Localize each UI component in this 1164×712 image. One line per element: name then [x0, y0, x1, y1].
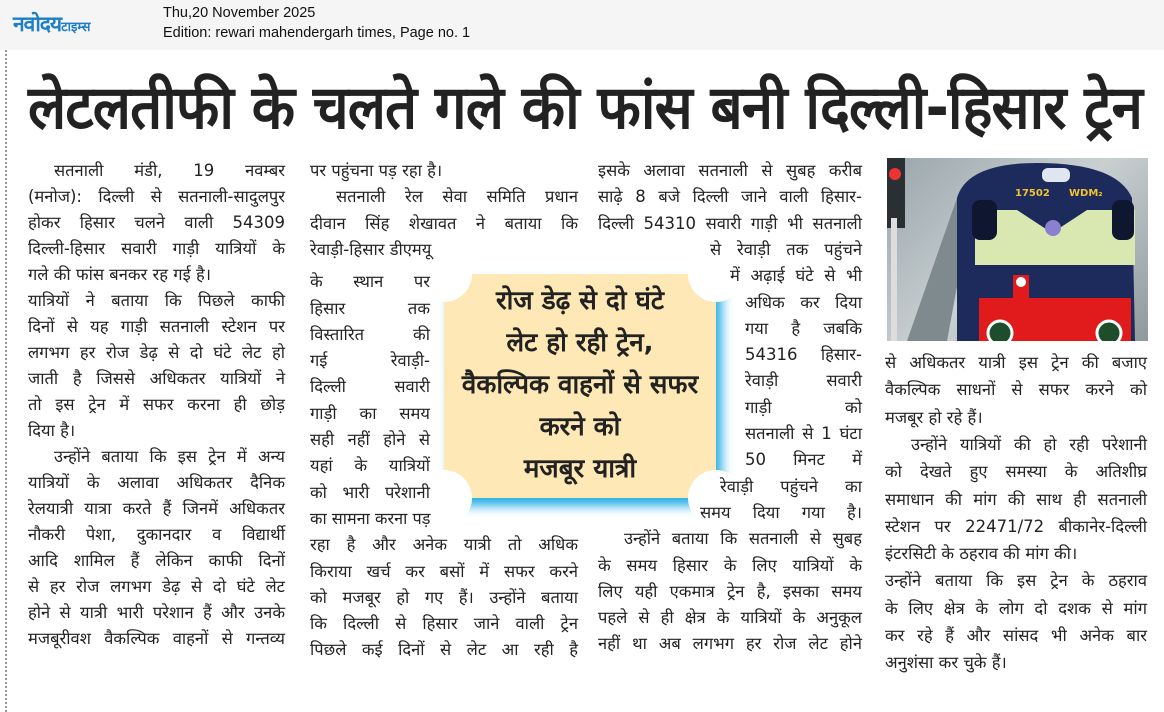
text-line: दिया है।	[28, 421, 76, 440]
text-line: सतनाली मंडी, 19 नवम्बर	[54, 161, 285, 180]
text-line: के समय हिसार के लिए यात्रियों के	[598, 555, 862, 575]
text-line: दिनों से यह गाड़ी सतनाली स्टेशन पर	[28, 317, 285, 336]
text-line: पर पहुंचना पड़ रहा है।	[310, 161, 443, 180]
clip-border	[5, 50, 7, 712]
text-line: रेवाड़ी-हिसार डीएमयू	[310, 239, 432, 259]
text-line: समय दिया गया है।	[700, 502, 862, 522]
header-bar	[0, 0, 1164, 50]
logo-main: नवोदय	[13, 12, 62, 36]
text-line: दिल्ली 54310 सवारी गाड़ी भी सतनाली	[598, 213, 862, 233]
text-line: गाड़ी को	[745, 397, 862, 417]
text-line: सतनाली रेल सेवा समिति प्रधान	[336, 187, 578, 207]
text-line: गया है जबकि	[745, 318, 862, 338]
text-line: गाड़ी का समय	[310, 403, 430, 423]
text-line: यहां के यात्रियों	[310, 456, 430, 476]
text-line: हिसार तक	[310, 298, 430, 318]
text-line: विस्तारित की	[310, 324, 430, 344]
text-line: लिए यही एकमात्र ट्रेन है, इसका समय	[598, 581, 862, 601]
text-line: वैकल्पिक साधनों से सफर करने को	[885, 380, 1147, 400]
text-line: दीवान सिंह शेखावत ने बताया कि	[310, 213, 578, 233]
text-line: तो इस ट्रेन में सफर करना ही छोड़	[28, 395, 285, 414]
issue-date: Thu,20 November 2025	[163, 5, 316, 21]
newspaper-logo	[13, 10, 90, 38]
text-line: के लिए क्षेत्र के लोग दो दशक से मांग	[885, 598, 1147, 618]
pull-quote-line: रोज डेढ़ से दो घंटे	[495, 286, 664, 316]
text-line: रहा है और अनेक यात्री तो अधिक	[310, 535, 578, 555]
text-line: में अढ़ाई घंटे से भी	[730, 266, 862, 286]
text-line: उन्होंने बताया कि सतनाली से सुबह	[624, 529, 862, 549]
text-line: से रेवाड़ी तक पहुंचने	[710, 239, 862, 259]
text-line: पिछले कई दिनों से लेट आ रही है	[310, 640, 578, 660]
text-line: नौकरी पेशा, दुकानदार व विद्यार्थी	[28, 525, 285, 544]
text-line: गले की फांस बनकर रह गई है।	[28, 265, 211, 284]
text-line: इसके अलावा सतनाली से सुबह करीब	[598, 161, 862, 180]
text-line: कि दिल्ली से हिसार जाने वाली ट्रेन	[310, 614, 578, 634]
pull-quote	[444, 274, 716, 498]
text-line: को मजबूर हो गए हैं। उन्होंने बताया	[310, 587, 578, 607]
text-line: दिल्ली सवारी	[310, 377, 430, 397]
text-line: अनुशंसा कर चुके हैं।	[885, 653, 1007, 673]
text-line: का सामना करना पड़	[310, 508, 431, 528]
locomotive-image	[887, 158, 1148, 341]
text-line: नहीं था अब लगभग हर रोज लेट होने	[598, 634, 862, 654]
train-photo	[887, 158, 1148, 341]
text-line: गई रेवाड़ी-	[310, 351, 430, 371]
text-line: सतनाली से 1 घंटा	[745, 424, 862, 443]
photo-loco-number: 17502	[1015, 188, 1050, 199]
text-line: होने से यात्री भारी परेशान हैं और उनके	[28, 603, 285, 622]
text-line: सही नहीं होने से	[310, 430, 430, 449]
headline: लेटलतीफी के चलते गले की फांस बनी दिल्ली-हिसार ट्रेन	[28, 73, 1143, 143]
text-line: मजबूरीवश वैकल्पिक वाहनों से गन्तव्य	[28, 629, 285, 648]
text-line: 50 मिनट में	[745, 450, 862, 470]
text-line: उन्होंने बताया कि इस ट्रेन के ठहराव	[885, 571, 1147, 591]
text-line: यात्रियों ने बताया कि पिछले काफी	[28, 291, 285, 310]
text-line: (मनोज): दिल्ली से सतनाली-सादुलपुर	[28, 187, 285, 206]
pull-quote-line: मजबूर यात्री	[523, 454, 637, 484]
text-line: उन्होंने बताया कि इस ट्रेन में अन्य	[54, 447, 285, 466]
text-line: आदि शामिल हैं लेकिन काफी दिनों	[28, 551, 285, 570]
text-line: इंटरसिटी के ठहराव की मांग की।	[885, 544, 1078, 564]
pull-quote-text	[444, 280, 716, 490]
pull-quote-line: करने को	[539, 412, 621, 442]
text-line: रेलयात्री यात्रा करते हैं जिनमें अधिकतर	[28, 499, 285, 518]
text-line: समाधान की मांग की साथ ही सतनाली	[885, 489, 1147, 509]
text-line: लगभग हर रोज डेढ़ से दो घंटे लेट हो	[28, 343, 285, 362]
text-line: को देखते हुए समस्या के अतिशीघ्र	[885, 462, 1147, 482]
text-line: रेवाड़ी सवारी	[745, 371, 862, 391]
text-line: होकर हिसार चलने वाली 54309	[28, 213, 285, 232]
logo-sub: टाइम्स	[61, 20, 91, 35]
pull-quote-line: लेट हो रही ट्रेन,	[506, 328, 654, 358]
text-line: पहले से ही क्षेत्र के यात्रियों के अनुकूल	[598, 608, 862, 628]
text-line: अधिक कर दिया	[745, 292, 862, 312]
text-line: मजबूर हो रहे हैं।	[885, 407, 983, 427]
pull-quote-line: वैकल्पिक वाहनों से सफर	[461, 370, 699, 400]
edition-info: Edition: rewari mahendergarh times, Page no. 1	[163, 25, 471, 41]
photo-loco-model: WDM₂	[1069, 188, 1103, 199]
text-line: कर रहे हैं और सांसद भी अनेक बार	[885, 626, 1147, 645]
text-line: स्टेशन पर 22471/72 बीकानेर-दिल्ली	[885, 516, 1147, 536]
text-line: उन्होंने यात्रियों की हो रही परेशानी	[911, 434, 1147, 454]
text-line: रेवाड़ी पहुंचने का	[720, 476, 862, 496]
text-line: यात्रियों के अलावा अधिकतर दैनिक	[28, 473, 285, 492]
text-line: से हर रोज लगभग डेढ़ से दो घंटे लेट	[28, 577, 285, 596]
text-line: साढ़े 8 बजे दिल्ली जाने वाली हिसार-	[598, 187, 862, 207]
text-line: के स्थान पर	[310, 272, 430, 292]
text-line: 54316 हिसार-	[745, 345, 862, 365]
text-line: से अधिकतर यात्री इस ट्रेन की बजाए	[885, 353, 1147, 372]
text-line: दिल्ली-हिसार सवारी गाड़ी यात्रियों के	[28, 239, 285, 258]
text-line: को भारी परेशानी	[310, 482, 430, 502]
text-line: जाती है जिससे अधिकतर यात्रियों ने	[28, 369, 285, 388]
text-line: किराया खर्च कर बसों में सफर करने	[310, 561, 578, 581]
